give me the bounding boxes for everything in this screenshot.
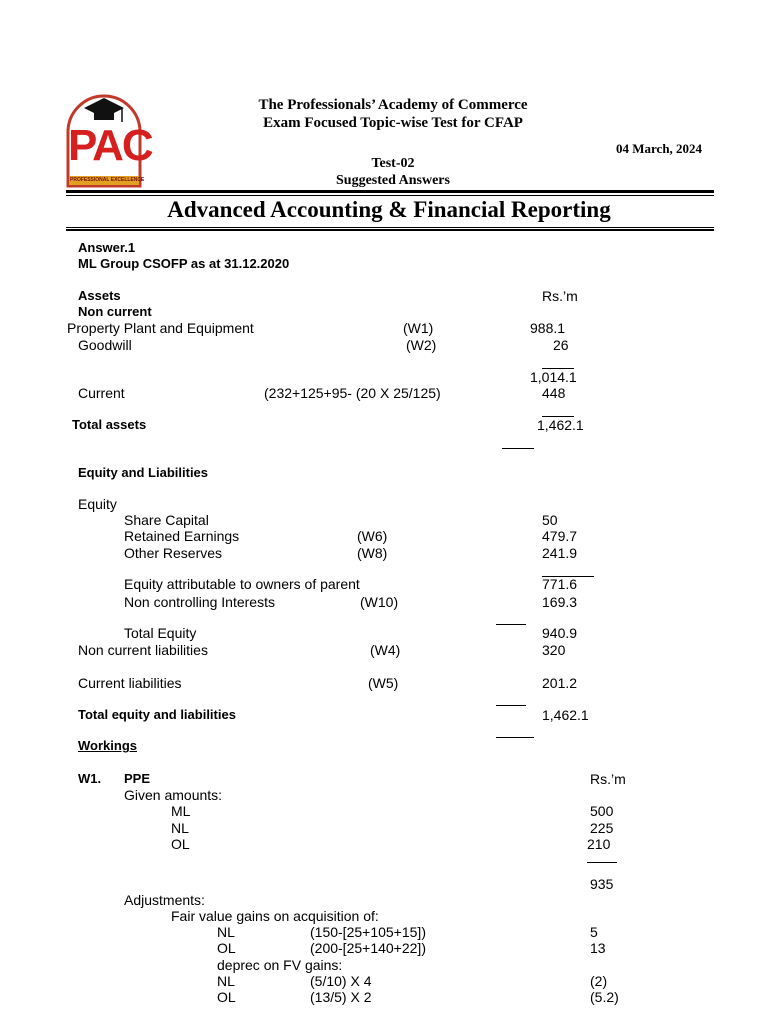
w1-num: W1. — [78, 771, 102, 786]
title-rule-bottom — [66, 229, 714, 231]
test-date: 04 March, 2024 — [616, 141, 703, 156]
goodwill-label: Goodwill — [78, 337, 132, 353]
assets-title: Assets — [78, 288, 121, 303]
nci-label: Non controlling Interests — [124, 594, 275, 610]
total-assets-label: Total assets — [72, 417, 147, 432]
test-number: Test-02 — [371, 156, 415, 171]
noncurrent-subtotal: 1,014.1 — [530, 369, 577, 385]
total-el-label: Total equity and liabilities — [78, 707, 236, 722]
w1-ml-value: 500 — [590, 803, 614, 819]
w1-fv-ol-value: 13 — [590, 940, 606, 956]
ppe-label: Property Plant and Equipment — [67, 320, 254, 336]
pac-logo-ribbon: PROFESSIONAL EXCELLENCE — [70, 177, 145, 183]
w1-title: PPE — [124, 771, 151, 786]
w1-fv-title: Fair value gains on acquisition of: — [171, 908, 379, 924]
ncl-ref: (W4) — [370, 642, 401, 658]
title-rule-thin — [66, 227, 714, 228]
cl-label: Current liabilities — [78, 675, 182, 691]
w1-dep-ol-label: OL — [217, 989, 236, 1005]
total-el-rule — [496, 705, 526, 706]
retained-ref: (W6) — [357, 528, 388, 544]
other-reserves-value: 241.9 — [542, 545, 578, 561]
other-reserves-ref: (W8) — [357, 545, 388, 561]
retained-label: Retained Earnings — [124, 528, 240, 544]
total-el-rule-bottom — [496, 737, 534, 738]
current-value: 448 — [542, 385, 566, 401]
w1-fv-nl-value: 5 — [590, 924, 598, 940]
pac-logo-text: PAC — [68, 121, 152, 170]
w1-dep-nl-calc: (5/10) X 4 — [310, 973, 372, 989]
header-rule-thin — [66, 195, 714, 196]
w1-unit: Rs.’m — [590, 771, 626, 787]
w1-sum-rule — [587, 862, 617, 863]
retained-value: 479.7 — [542, 528, 578, 544]
w1-nl-value: 225 — [590, 820, 614, 836]
total-el-value: 1,462.1 — [542, 707, 589, 723]
w1-dep-nl-value: (2) — [590, 973, 608, 989]
goodwill-value: 26 — [553, 337, 569, 353]
w1-nl-label: NL — [171, 820, 189, 836]
w1-deprec-title: deprec on FV gains: — [217, 957, 343, 973]
page-title: Advanced Accounting & Financial Reporting — [167, 197, 611, 222]
ppe-ref: (W1) — [403, 320, 434, 336]
w1-ml-label: ML — [171, 803, 191, 819]
w1-adjustments: Adjustments: — [124, 892, 205, 908]
attributable-label: Equity attributable to owners of parent — [124, 576, 360, 592]
w1-fv-nl-label: NL — [217, 924, 235, 940]
ncl-label: Non current liabilities — [78, 642, 208, 658]
w1-dep-nl-label: NL — [217, 973, 235, 989]
w1-fv-nl-calc: (150-[25+105+15]) — [310, 924, 426, 940]
w1-fv-ol-calc: (200-[25+140+22]) — [310, 940, 426, 956]
cl-value: 201.2 — [542, 675, 578, 691]
w1-ol-value: 210 — [587, 836, 611, 852]
total-equity-label: Total Equity — [124, 625, 197, 641]
share-capital-value: 50 — [542, 512, 558, 528]
equity-title: Equity — [78, 496, 117, 512]
total-assets-value: 1,462.1 — [537, 417, 584, 433]
header-rule-top — [66, 190, 714, 193]
suggested-answers: Suggested Answers — [336, 173, 450, 188]
ppe-value: 988.1 — [530, 320, 566, 336]
cl-ref: (W5) — [368, 675, 399, 691]
w1-ol-label: OL — [171, 836, 190, 852]
total-equity-value: 940.9 — [542, 625, 578, 641]
workings-title: Workings — [78, 738, 137, 753]
answer-label: Answer.1 — [78, 240, 136, 255]
org-name: The Professionals’ Academy of Commerce — [258, 97, 528, 113]
answer-heading: ML Group CSOFP as at 31.12.2020 — [78, 256, 290, 271]
w1-fv-ol-label: OL — [217, 940, 236, 956]
ncl-value: 320 — [542, 642, 566, 658]
w1-given: Given amounts: — [124, 787, 223, 803]
assets-unit: Rs.’m — [542, 288, 578, 304]
eq-liab-title: Equity and Liabilities — [78, 465, 209, 480]
share-capital-label: Share Capital — [124, 512, 209, 528]
total-equity-rule — [496, 624, 526, 625]
attributable-value: 771.6 — [542, 576, 578, 592]
nci-ref: (W10) — [360, 594, 399, 610]
noncurrent-title: Non current — [78, 304, 152, 319]
nci-value: 169.3 — [542, 594, 578, 610]
w1-sum: 935 — [590, 876, 614, 892]
w1-dep-ol-calc: (13/5) X 2 — [310, 989, 372, 1005]
goodwill-ref: (W2) — [406, 337, 437, 353]
test-subtitle: Exam Focused Topic-wise Test for CFAP — [263, 115, 523, 131]
w1-dep-ol-value: (5.2) — [590, 989, 619, 1005]
current-label: Current — [78, 385, 125, 401]
total-assets-rule — [502, 448, 534, 449]
other-reserves-label: Other Reserves — [124, 545, 223, 561]
current-ref: (232+125+95- (20 X 25/125) — [264, 385, 441, 401]
